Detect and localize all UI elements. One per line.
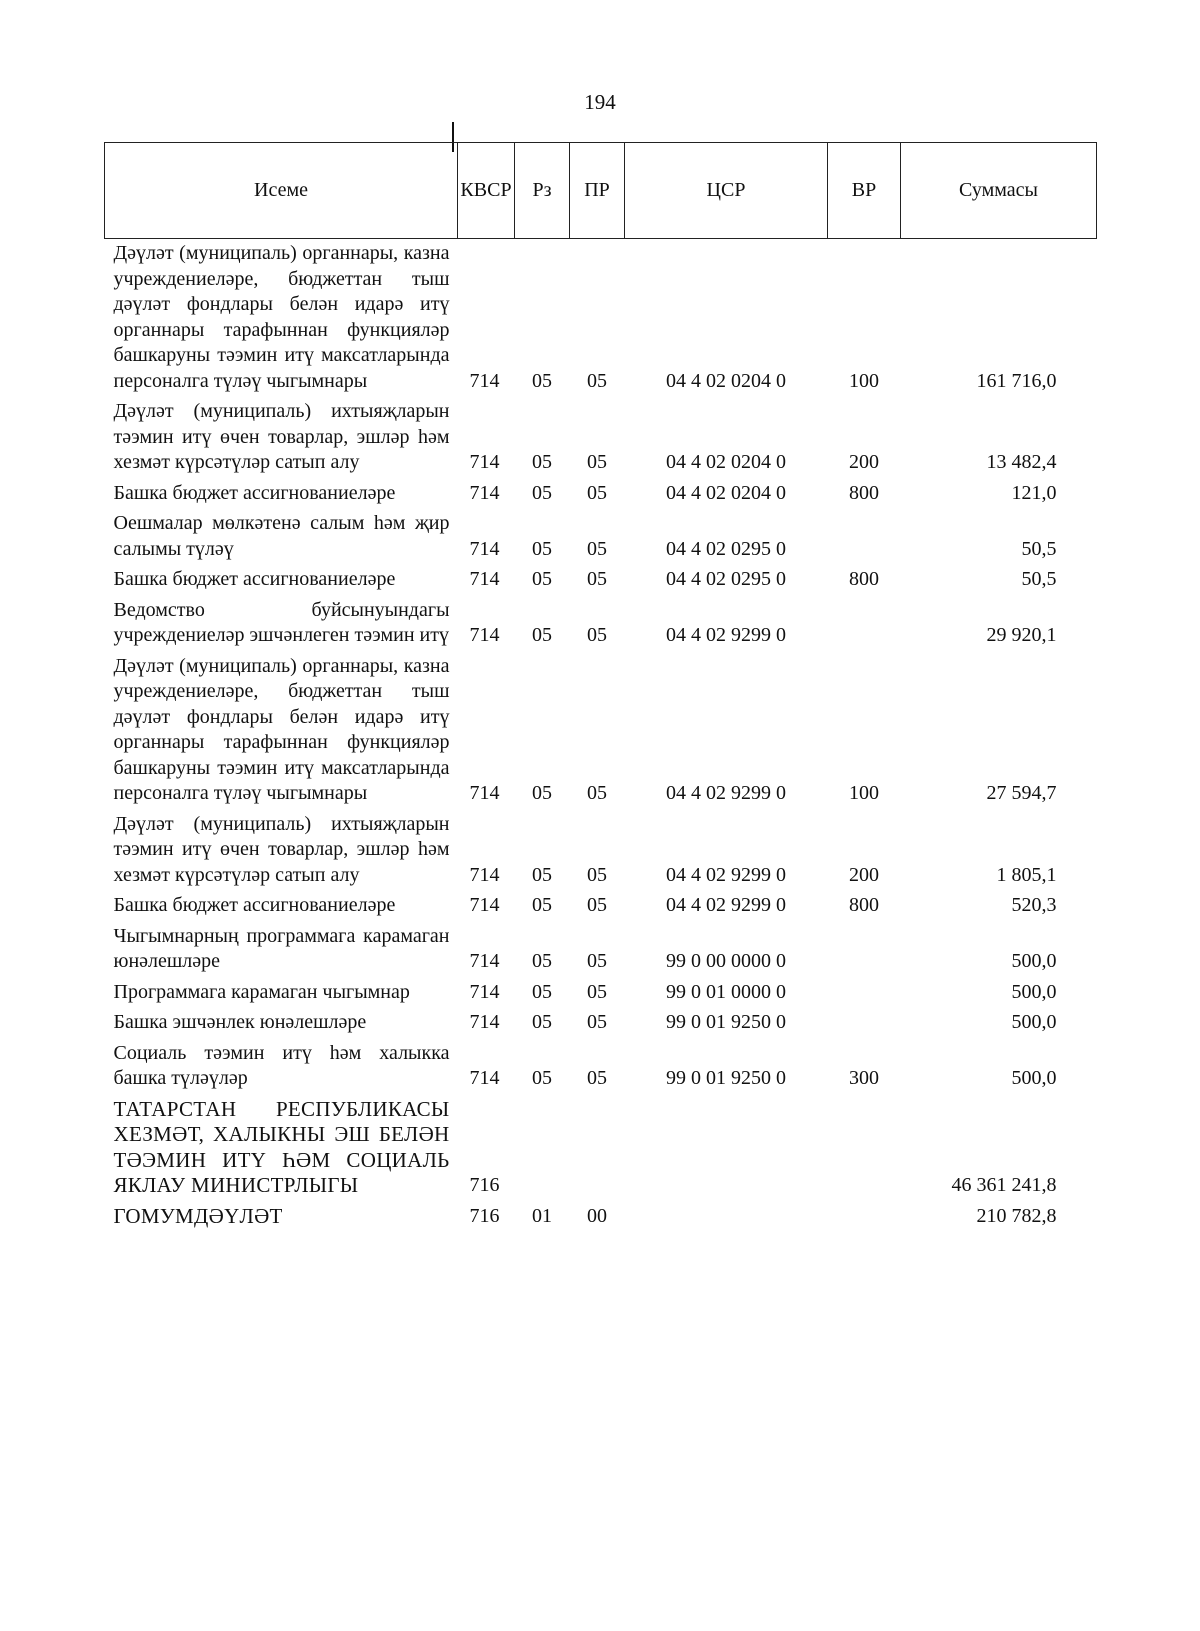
row-kvsr: 714 — [469, 782, 500, 804]
row-csr: 04 4 02 9299 0 — [666, 894, 786, 916]
row-kvsr: 716 — [469, 1174, 500, 1196]
row-name: Дәүләт (муниципаль) ихтыяҗларын тәэмин итү өчен товарлар, эшләр һәм хезмәт күрсәтүләр сатып алу — [113, 812, 450, 886]
row-kvsr: 714 — [469, 894, 500, 916]
row-vr: 200 — [849, 451, 879, 473]
row-rz: 01 — [532, 1204, 552, 1227]
row-csr: 04 4 02 9299 0 — [666, 624, 786, 646]
row-pr: 05 — [587, 481, 607, 504]
row-sum: 210 782,8 — [976, 1204, 1057, 1227]
row-pr: 05 — [587, 782, 607, 804]
row-rz — [515, 1095, 570, 1202]
row-vr — [828, 509, 901, 565]
row-sum: 500,0 — [1011, 980, 1057, 1003]
row-csr: 04 4 02 0295 0 — [666, 568, 786, 590]
row-pr: 05 — [587, 950, 607, 972]
row-vr: 100 — [849, 369, 879, 392]
table-row — [105, 922, 1097, 978]
row-name: Дәүләт (муниципаль) органнары, казна учреждениеләре, бюджеттан тыш дәүләт фондлары белән идарә итү органнары тарафыннан функцияләр башкаруны тәэмин итү максатларында персоналга түләү чыгымнары — [113, 654, 450, 804]
row-sum: 50,5 — [1021, 568, 1057, 590]
row-csr: 04 4 02 0204 0 — [666, 481, 786, 504]
row-name: Башка бюджет ассигнованиеләре — [113, 894, 396, 916]
table-row — [105, 239, 1097, 398]
table-row — [105, 479, 1097, 510]
table-row — [105, 891, 1097, 922]
row-name: Ведомство буйсынуындагы учреждениеләр эшчәнлеген тәэмин итү — [113, 598, 450, 646]
row-sum: 1 805,1 — [996, 863, 1057, 886]
row-name: Дәүләт (муниципаль) ихтыяҗларын тәэмин итү өчен товарлар, эшләр һәм хезмәт күрсәтүләр сатып алу — [113, 400, 450, 473]
row-pr: 05 — [587, 1067, 607, 1089]
row-kvsr: 714 — [469, 481, 500, 504]
row-kvsr: 714 — [469, 568, 500, 590]
row-csr — [625, 1202, 828, 1233]
header-csr: ЦСР — [625, 143, 828, 239]
row-sum: 50,5 — [1021, 537, 1057, 560]
row-rz: 05 — [532, 537, 552, 560]
row-kvsr: 714 — [469, 1011, 500, 1033]
row-sum: 27 594,7 — [986, 782, 1057, 804]
row-rz: 05 — [532, 980, 552, 1003]
table-row — [105, 810, 1097, 892]
row-csr: 04 4 02 9299 0 — [666, 782, 786, 804]
row-sum: 29 920,1 — [986, 624, 1057, 646]
table-body — [105, 239, 1097, 1233]
row-pr: 05 — [587, 451, 607, 473]
row-name: Башка бюджет ассигнованиеләре — [113, 568, 396, 590]
row-rz: 05 — [532, 481, 552, 504]
table-row — [105, 1039, 1097, 1095]
row-rz: 05 — [532, 624, 552, 646]
row-sum: 13 482,4 — [986, 451, 1057, 473]
row-vr — [828, 922, 901, 978]
row-sum: 161 716,0 — [976, 369, 1057, 392]
row-rz: 05 — [532, 451, 552, 473]
row-vr: 800 — [849, 481, 879, 504]
table-row — [105, 397, 1097, 479]
table-row — [105, 596, 1097, 652]
row-pr: 05 — [587, 863, 607, 886]
header-vr: ВР — [828, 143, 901, 239]
header-name: Исеме — [105, 143, 458, 239]
row-rz: 05 — [532, 1067, 552, 1089]
table-row — [105, 1202, 1097, 1233]
row-sum: 121,0 — [1011, 481, 1057, 504]
row-kvsr: 714 — [469, 369, 500, 392]
row-vr: 100 — [849, 782, 879, 804]
row-vr: 200 — [849, 863, 879, 886]
row-rz: 05 — [532, 894, 552, 916]
row-pr: 00 — [587, 1204, 607, 1227]
page-number: 194 — [584, 90, 616, 114]
row-kvsr: 714 — [469, 624, 500, 646]
table-row — [105, 1095, 1097, 1202]
table-row — [105, 652, 1097, 810]
row-kvsr: 714 — [469, 980, 500, 1003]
row-sum: 500,0 — [1011, 950, 1057, 972]
row-pr: 05 — [587, 1011, 607, 1033]
row-name: Чыгымнарның программага карамаган юнәлешләре — [113, 924, 450, 972]
row-sum: 46 361 241,8 — [951, 1174, 1057, 1196]
row-kvsr: 714 — [469, 537, 500, 560]
row-name: Социаль тәэмин итү һәм халыкка башка түләүләр — [113, 1041, 450, 1089]
row-kvsr: 714 — [469, 1067, 500, 1089]
row-name: Башка бюджет ассигнованиеләре — [113, 481, 396, 504]
row-csr: 04 4 02 0204 0 — [666, 451, 786, 473]
row-rz: 05 — [532, 1011, 552, 1033]
row-pr: 05 — [587, 624, 607, 646]
table-row — [105, 509, 1097, 565]
row-pr: 05 — [587, 894, 607, 916]
row-csr — [625, 1095, 828, 1202]
row-name: Оешмалар мөлкәтенә салым һәм җир салымы түләү — [113, 512, 450, 560]
row-name: Программага карамаган чыгымнар — [113, 980, 410, 1003]
row-kvsr: 714 — [469, 950, 500, 972]
header-kvsr: КВСР — [458, 143, 515, 239]
row-vr: 800 — [849, 894, 879, 916]
row-rz: 05 — [532, 568, 552, 590]
table-header — [105, 143, 1097, 239]
row-pr: 05 — [587, 568, 607, 590]
row-csr: 04 4 02 0204 0 — [666, 369, 786, 392]
row-csr: 99 0 01 9250 0 — [666, 1011, 786, 1033]
row-name: ТАТАРСТАН РЕСПУБЛИКАСЫ ХЕЗМӘТ, ХАЛЫКНЫ ЭШ БЕЛӘН ТӘЭМИН ИТҮ ҺӘМ СОЦИАЛЬ ЯКЛАУ МИНИСТРЛЫГЫ — [113, 1096, 450, 1197]
row-pr — [570, 1095, 625, 1202]
row-name: Башка эшчәнлек юнәлешләре — [113, 1011, 367, 1033]
row-rz: 05 — [532, 950, 552, 972]
table-row — [105, 978, 1097, 1009]
row-csr: 99 0 01 9250 0 — [666, 1067, 786, 1089]
row-pr: 05 — [587, 537, 607, 560]
budget-table — [104, 142, 1097, 1232]
row-rz: 05 — [532, 782, 552, 804]
row-csr: 99 0 00 0000 0 — [666, 950, 786, 972]
row-vr: 300 — [849, 1067, 879, 1089]
header-sum: Суммасы — [901, 143, 1097, 239]
header-pr: ПР — [570, 143, 625, 239]
row-rz: 05 — [532, 369, 552, 392]
row-vr — [828, 1202, 901, 1233]
table-row — [105, 1008, 1097, 1039]
row-pr: 05 — [587, 369, 607, 392]
row-vr — [828, 1095, 901, 1202]
row-name: Дәүләт (муниципаль) органнары, казна учреждениеләре, бюджеттан тыш дәүләт фондлары белән идарә итү органнары тарафыннан функцияләр башкаруны тәэмин итү максатларында персоналга түләү чыгымнары — [113, 242, 450, 392]
row-pr: 05 — [587, 980, 607, 1003]
row-kvsr: 714 — [469, 863, 500, 886]
row-csr: 04 4 02 0295 0 — [666, 537, 786, 560]
row-sum: 520,3 — [1011, 894, 1057, 916]
row-sum: 500,0 — [1011, 1067, 1057, 1089]
table-row — [105, 565, 1097, 596]
row-vr: 800 — [849, 568, 879, 590]
header-rz: Рз — [515, 143, 570, 239]
row-kvsr: 716 — [469, 1204, 500, 1227]
row-csr: 04 4 02 9299 0 — [666, 863, 786, 886]
row-rz: 05 — [532, 863, 552, 886]
row-name: ГОМУМДӘҮЛӘТ — [113, 1203, 283, 1228]
row-csr: 99 0 01 0000 0 — [666, 980, 786, 1003]
row-vr — [828, 978, 901, 1009]
row-sum: 500,0 — [1011, 1011, 1057, 1033]
row-kvsr: 714 — [469, 451, 500, 473]
row-vr — [828, 596, 901, 652]
row-vr — [828, 1008, 901, 1039]
